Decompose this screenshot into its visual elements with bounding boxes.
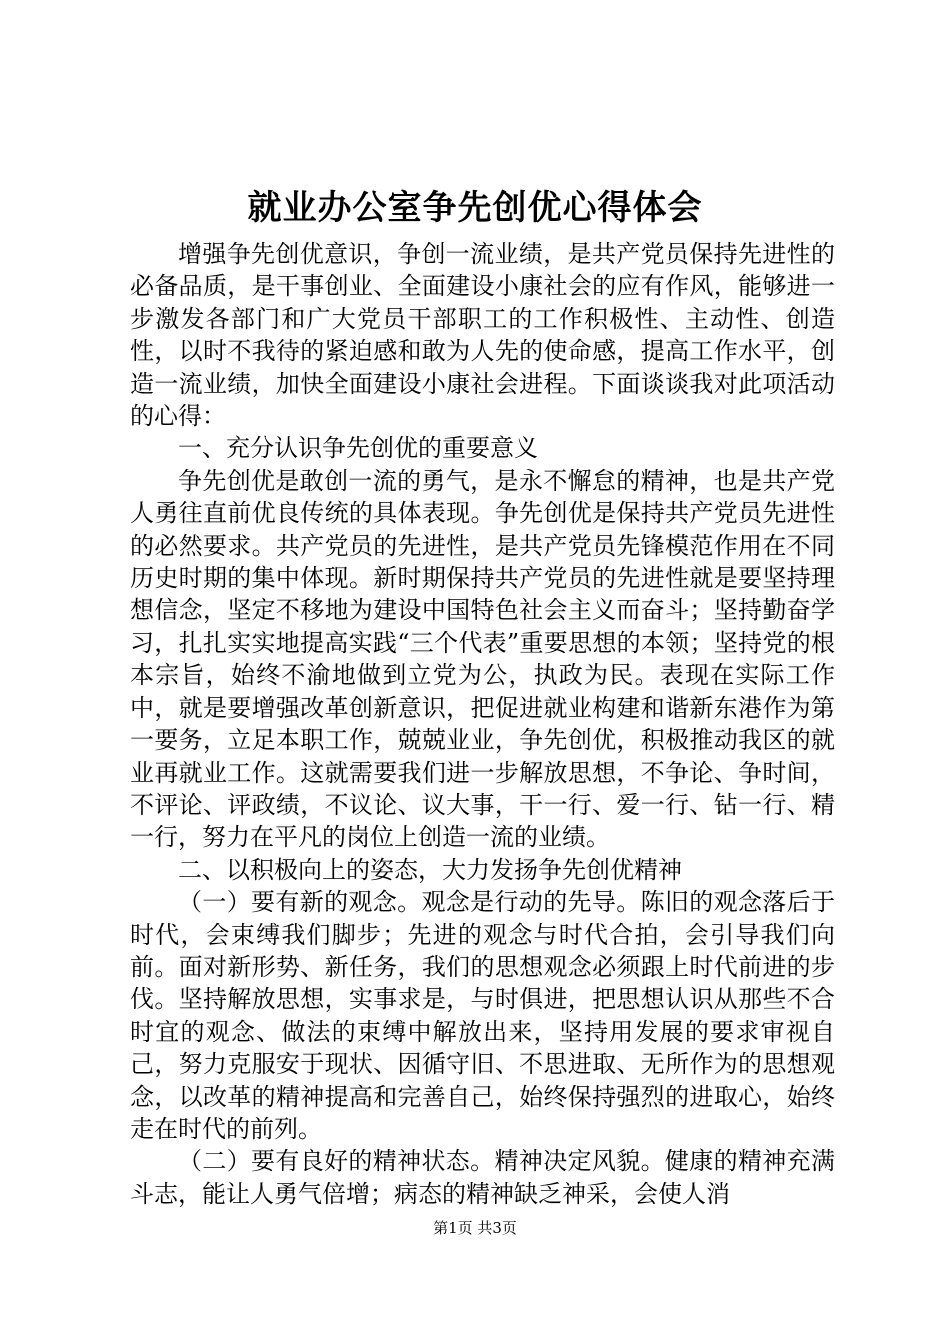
paragraph: （一）要有新的观念。观念是行动的先导。陈旧的观念落后于时代，会束缚我们脚步；先进的观念与时代合拍，会引导我们向前。面对新形势、新任务，我们的思想观念必须跟上时代前进的步伐。坚持解放思想，实事求是，与时俱进，把思想认识从那些不合时宜的观念、做法的束缚中解放出来，坚持用发展的要求审视自己，努力克服安于现状、因循守旧、不思进取、无所作为的思想观念，以改革的精神提高和完善自己，始终保持强烈的进取心，始终走在时代的前列。: [130, 888, 835, 1143]
paragraph: 争先创优是敢创一流的勇气，是永不懈怠的精神，也是共产党人勇往直前优良传统的具体表现。争先创优是保持共产党员先进性的必然要求。共产党员的先进性，是共产党员先锋模范作用在不同历史时期的集中体现。新时期保持共产党员的先进性就是要坚持理想信念，坚定不移地为建设中国特色社会主义而奋斗；坚持勤奋学习，扎扎实实地提高实践“三个代表”重要思想的本领；坚持党的根本宗旨，始终不渝地做到立党为公，执政为民。表现在实际工作中，就是要增强改革创新意识，把促进就业构建和谐新东港作为第一要务，立足本职工作，兢兢业业，争先创优，积极推动我区的就业再就业工作。这就需要我们进一步解放思想，不争论、争时间，不评论、评政绩，不议论、议大事，干一行、爱一行、钻一行、精一行，努力在平凡的岗位上创造一流的业绩。: [130, 466, 835, 852]
paragraph: （二）要有良好的精神状态。精神决定风貌。健康的精神充满斗志，能让人勇气倍增；病态的精神缺乏神采，会使人消: [130, 1147, 835, 1208]
document-body: [130, 238, 835, 1210]
paragraph: 增强争先创优意识，争创一流业绩，是共产党员保持先进性的必备品质，是干事创业、全面建设小康社会的应有作风，能够进一步激发各部门和广大党员干部职工的工作积极性、主动性、创造性，以时不我待的紧迫感和敢为人先的使命感，提高工作水平，创造一流业绩，加快全面建设小康社会进程。下面谈谈我对此项活动的心得：: [130, 240, 835, 431]
section-heading: 二、以积极向上的姿态，大力发扬争先创优精神: [178, 855, 682, 884]
document-title: 就业办公室争先创优心得体会: [247, 188, 703, 228]
page-number-footer: 第1页 共3页: [433, 1219, 517, 1237]
section-heading: 一、充分认识争先创优的重要意义: [178, 434, 538, 463]
